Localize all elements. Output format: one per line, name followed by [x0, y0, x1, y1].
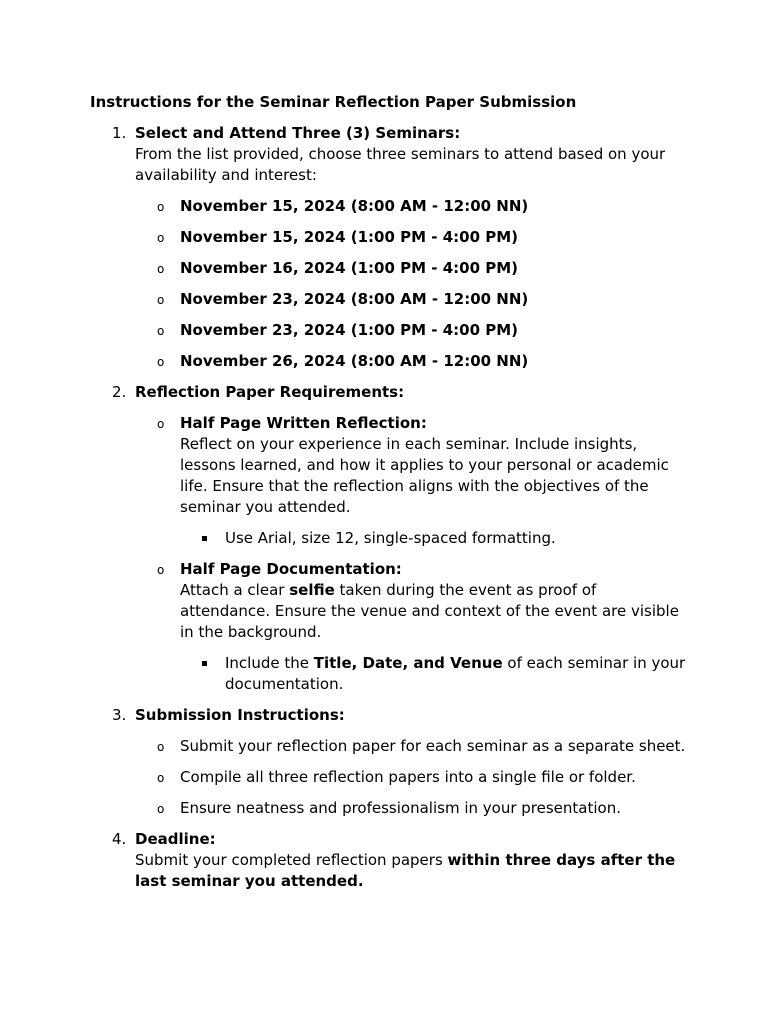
section-heading: Reflection Paper Requirements:	[135, 383, 405, 401]
circle-bullet-icon: o	[157, 740, 165, 754]
circle-bullet-icon: o	[157, 200, 165, 214]
circle-bullet-icon: o	[157, 355, 165, 369]
section-heading: Submission Instructions:	[135, 706, 345, 724]
circle-bullet-icon: o	[157, 231, 165, 245]
section-3	[90, 705, 690, 819]
circle-bullet-icon: o	[157, 324, 165, 338]
circle-bullet-icon: o	[157, 262, 165, 276]
square-bullet-icon	[202, 536, 207, 541]
section-body: Submit your completed reflection papers within three days after the last seminar you attended.	[135, 851, 676, 890]
submission-item: o Compile all three reflection papers into a single file or folder.	[135, 767, 690, 788]
section-number: 4.	[112, 830, 127, 848]
square-bullet-icon	[202, 661, 207, 666]
seminar-date-item: o November 23, 2024 (1:00 PM - 4:00 PM)	[135, 320, 690, 341]
documentation-note: Include the Title, Date, and Venue of each seminar in your documentation.	[180, 653, 690, 695]
section-number: 2.	[112, 383, 127, 401]
circle-bullet-icon: o	[157, 293, 165, 307]
seminar-date-item: o November 15, 2024 (8:00 AM - 12:00 NN)	[135, 196, 690, 217]
section-2	[90, 382, 690, 695]
section-number: 1.	[112, 124, 127, 142]
document-title: Instructions for the Seminar Reflection Paper Submission	[90, 93, 577, 111]
subitem-body: Reflect on your experience in each seminar. Include insights, lessons learned, and how it applies to your personal or academic life. Ensure that the reflection aligns with the objectives of the seminar you attended.	[180, 435, 669, 516]
subheading: Half Page Documentation:	[180, 560, 402, 578]
circle-bullet-icon: o	[157, 417, 165, 431]
circle-bullet-icon: o	[157, 563, 165, 577]
seminar-date-item: o November 16, 2024 (1:00 PM - 4:00 PM)	[135, 258, 690, 279]
subheading: Half Page Written Reflection:	[180, 414, 427, 432]
circle-bullet-icon: o	[157, 802, 165, 816]
section-heading: Deadline:	[135, 830, 216, 848]
seminar-date-item: o November 26, 2024 (8:00 AM - 12:00 NN)	[135, 351, 690, 372]
submission-item: o Submit your reflection paper for each seminar as a separate sheet.	[135, 736, 690, 757]
subitem-body: Attach a clear selfie taken during the event as proof of attendance. Ensure the venue and context of the event are visible in the background.	[180, 581, 679, 641]
section-1	[90, 123, 690, 372]
circle-bullet-icon: o	[157, 771, 165, 785]
section-4	[90, 829, 690, 892]
documentation-item	[135, 559, 690, 695]
section-number: 3.	[112, 706, 127, 724]
seminar-date-item: o November 15, 2024 (1:00 PM - 4:00 PM)	[135, 227, 690, 248]
section-body: From the list provided, choose three seminars to attend based on your availability and interest:	[135, 145, 666, 184]
formatting-note: Use Arial, size 12, single-spaced formatting.	[180, 528, 690, 549]
seminar-date-item: o November 23, 2024 (8:00 AM - 12:00 NN)	[135, 289, 690, 310]
written-reflection-item	[135, 413, 690, 549]
section-heading: Select and Attend Three (3) Seminars:	[135, 124, 461, 142]
submission-item: o Ensure neatness and professionalism in your presentation.	[135, 798, 690, 819]
